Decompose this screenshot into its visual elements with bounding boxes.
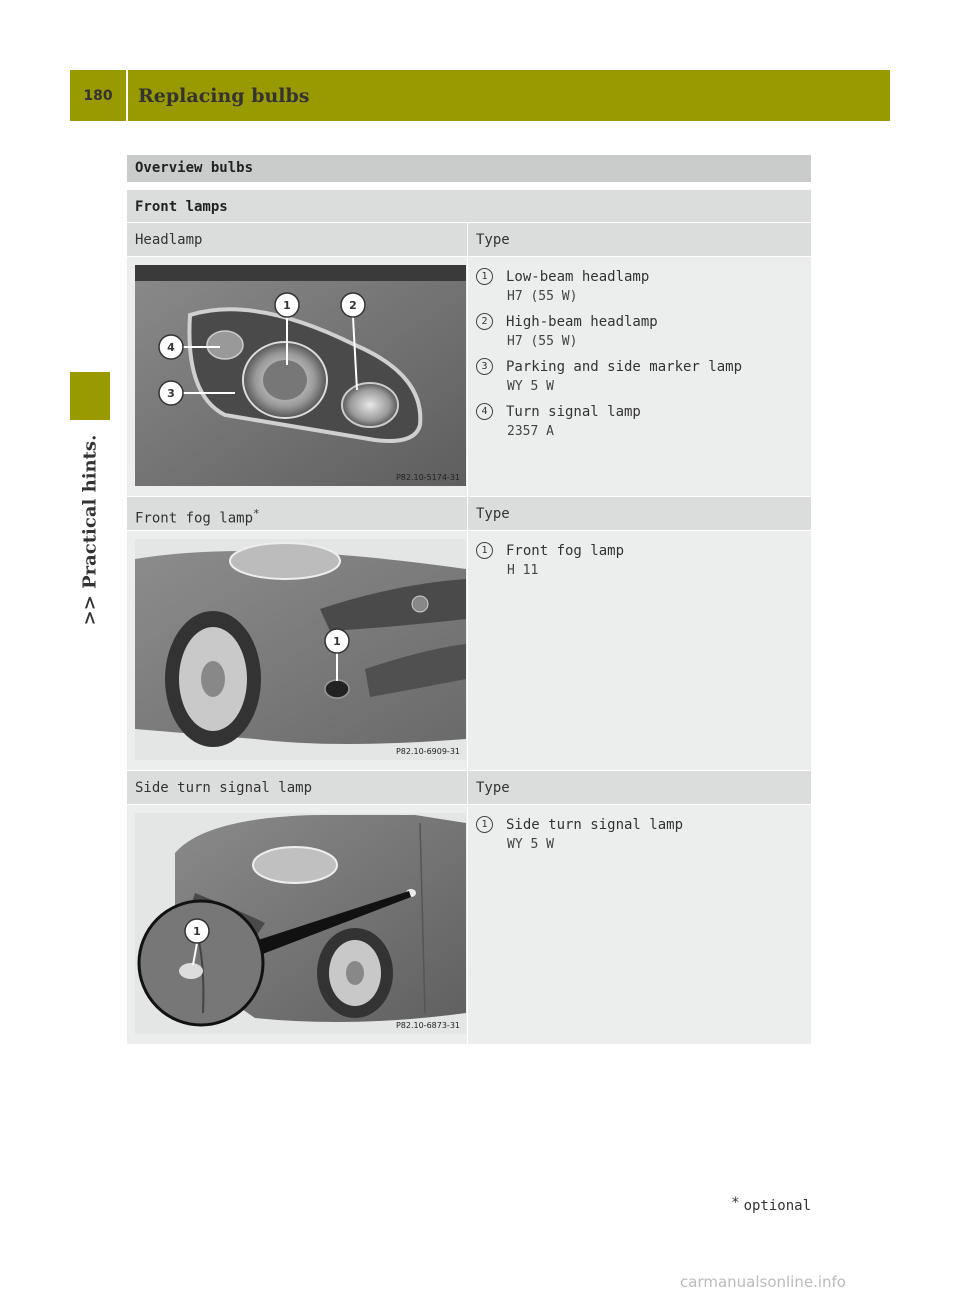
row-name: Side turn signal lamp [127,771,468,804]
bulb-spec: WY 5 W [507,837,554,852]
svg-text:4: 4 [167,341,175,354]
watermark: carmanualsonline.info [680,1273,846,1291]
headlamp-bulb-list [468,257,811,496]
optional-marker: * [253,507,260,520]
svg-text:1: 1 [333,635,341,648]
bulb-spec: H7 (55 W) [507,334,578,349]
section-heading: Front lamps [127,190,811,223]
list-item: 1 Side turn signal lamp [476,815,803,835]
svg-text:1: 1 [283,299,291,312]
row-side-turn [127,805,811,1045]
row-headlamp [127,257,811,497]
type-label: Type [476,780,510,796]
bulb-spec: H7 (55 W) [507,289,578,304]
list-item: 3 Parking and side marker lamp [476,357,803,377]
bulb-spec: 2357 A [507,424,554,439]
side-section-label: >> Practical hints. [79,434,101,626]
type-label: Type [476,232,510,248]
list-item: 4 Turn signal lamp [476,402,803,422]
fog-lamp-bulb-list [468,531,811,770]
svg-text:1: 1 [193,925,201,938]
side-tab-marker [70,372,110,420]
list-item: 2 High-beam headlamp [476,312,803,332]
image-code: P82.10-6909-31 [395,747,460,756]
image-code: P82.10-6873-31 [395,1021,460,1030]
side-turn-illustration [135,813,466,1034]
overview-title: Overview bulbs [127,155,811,182]
footnote: * optional [731,1195,811,1214]
row-label-fog-lamp [127,497,811,531]
row-label-side-turn [127,771,811,805]
list-item: 1 Low-beam headlamp [476,267,803,287]
svg-text:3: 3 [167,387,175,400]
bulb-table [127,190,811,1045]
type-label: Type [476,506,510,522]
row-name: Headlamp [127,223,468,256]
fog-lamp-illustration [135,539,466,760]
headlamp-image [127,257,468,496]
row-name: Front fog lamp [135,510,254,527]
image-code: P82.10-5174-31 [395,473,460,482]
side-turn-bulb-list [468,805,811,1044]
list-item: 1 Front fog lamp [476,541,803,561]
fog-lamp-image [127,531,468,770]
svg-text:2: 2 [349,299,357,312]
bulb-spec: WY 5 W [507,379,554,394]
row-fog-lamp [127,531,811,771]
side-turn-image [127,805,468,1044]
bulb-spec: H 11 [507,563,539,578]
page-number: 180 [83,87,113,104]
header-divider [126,70,128,121]
headlamp-illustration [135,265,466,486]
row-label-headlamp [127,223,811,257]
page-title: Replacing bulbs [138,84,310,107]
